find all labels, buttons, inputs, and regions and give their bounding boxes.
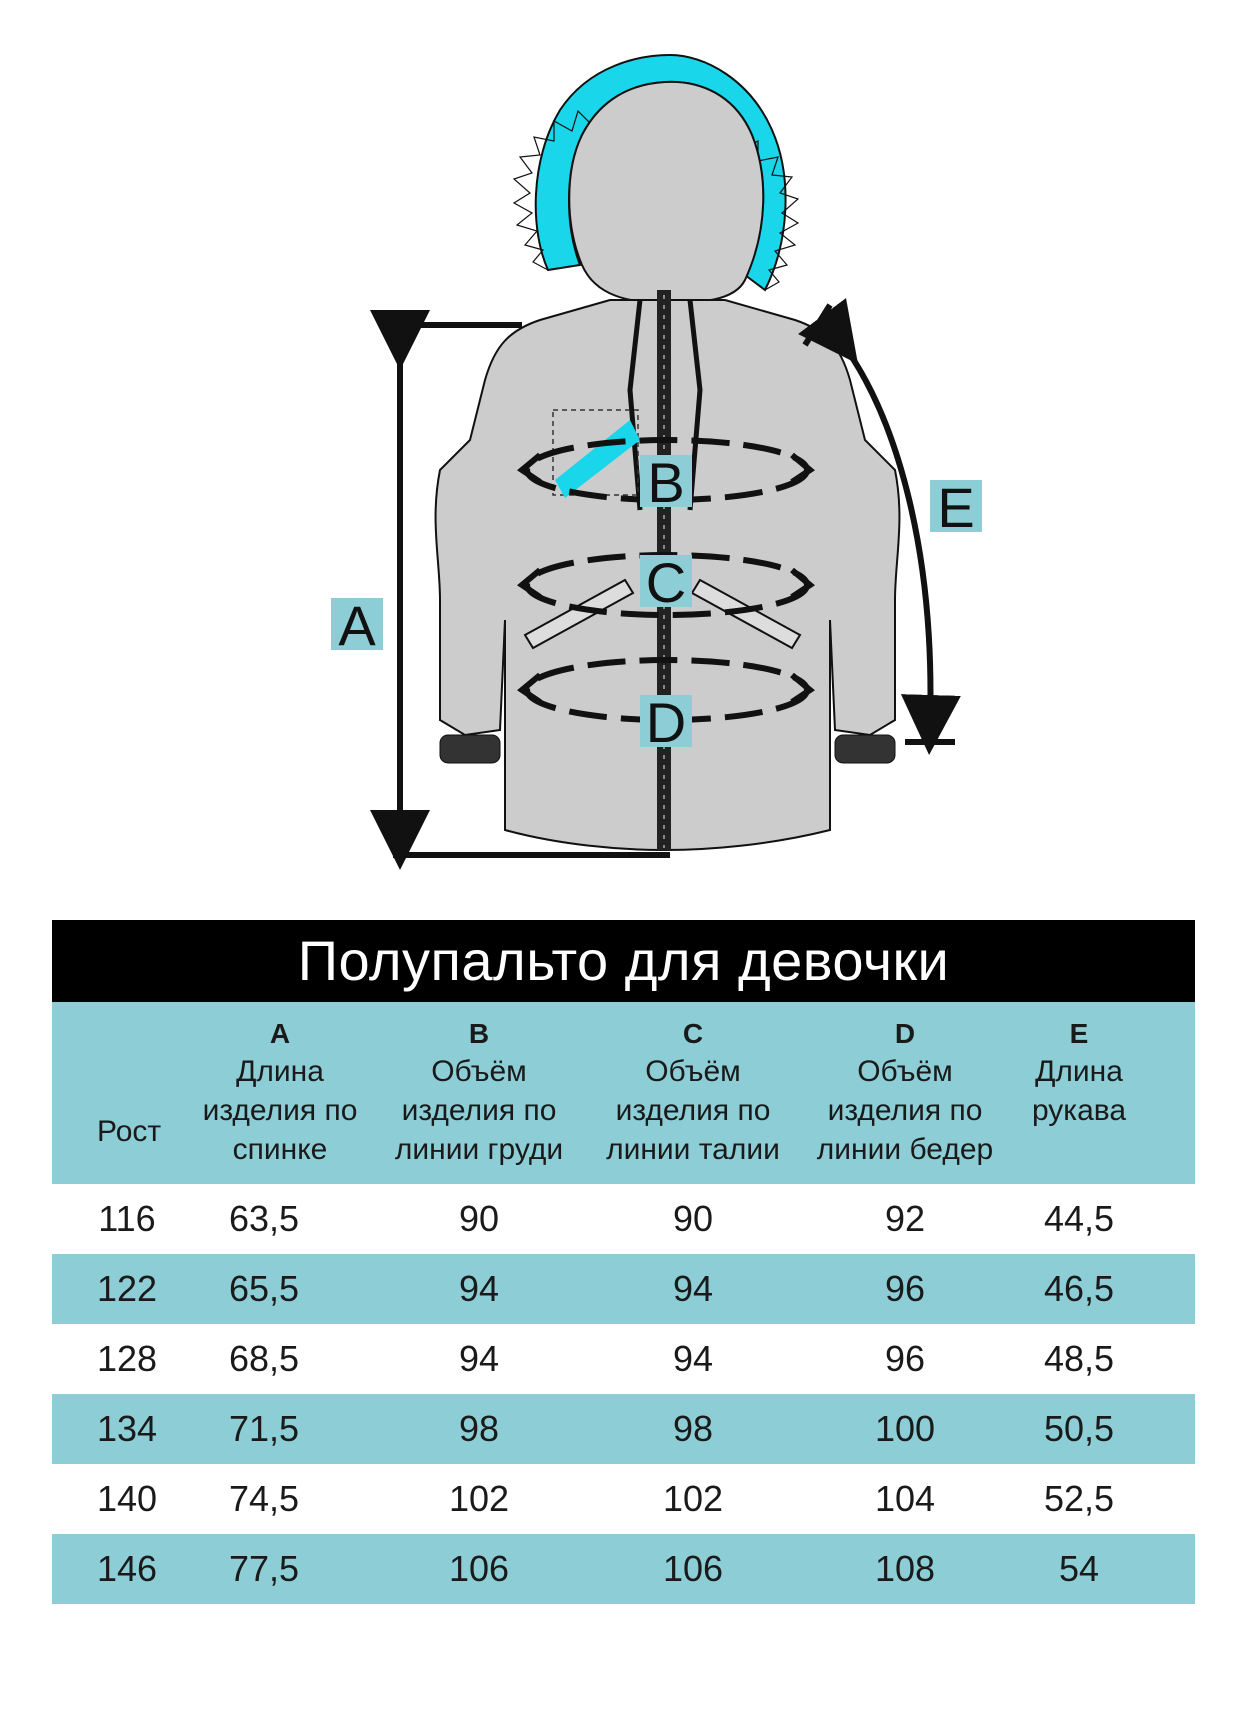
header-letter: D [894, 1018, 916, 1049]
table-cell: 146 [96, 1548, 158, 1589]
header-rost: Рост [97, 1115, 162, 1148]
table-cell: 44,5 [1043, 1198, 1115, 1239]
header-col-d [805, 1016, 1005, 1169]
header-line: Объём [645, 1055, 741, 1088]
header-col-e [1009, 1016, 1149, 1130]
table-row [52, 1254, 1195, 1324]
table-cell: 106 [662, 1548, 724, 1589]
left-cuff [440, 735, 500, 763]
header-line: изделия по [615, 1094, 771, 1127]
table-cell: 128 [96, 1338, 158, 1379]
header-letter: A [269, 1018, 291, 1049]
table-row [52, 1324, 1195, 1394]
table-cell: 102 [662, 1478, 724, 1519]
table-cell: 104 [874, 1478, 936, 1519]
table-title: Полупальто для девочки [52, 920, 1195, 1002]
table-row [52, 1184, 1195, 1254]
table-cell: 92 [884, 1198, 926, 1239]
svg-text:B: B [647, 451, 685, 514]
table-cell: 102 [448, 1478, 510, 1519]
table-cell: 63,5 [228, 1198, 300, 1239]
header-line: Длина [236, 1055, 324, 1088]
table-cell: 68,5 [228, 1338, 300, 1379]
label-e [930, 476, 982, 539]
header-line: Длина [1035, 1055, 1123, 1088]
table-cell: 74,5 [228, 1478, 300, 1519]
table-cell: 122 [96, 1268, 158, 1309]
header-line: линии талии [606, 1133, 780, 1166]
table-cell: 94 [672, 1338, 714, 1379]
label-c [640, 551, 692, 614]
table-cell: 100 [874, 1408, 936, 1449]
table-cell: 96 [884, 1338, 926, 1379]
right-cuff [835, 735, 895, 763]
table-row [52, 1394, 1195, 1464]
header-line: спинке [232, 1133, 328, 1166]
header-line: линии бедер [816, 1133, 994, 1166]
table-cell: 50,5 [1043, 1408, 1115, 1449]
table-cell: 46,5 [1043, 1268, 1115, 1309]
table-cell: 90 [458, 1198, 500, 1239]
table-cell: 65,5 [228, 1268, 300, 1309]
table-header [52, 1002, 1195, 1184]
size-table [52, 920, 1195, 1604]
table-cell: 98 [672, 1408, 714, 1449]
table-cell: 54 [1058, 1548, 1100, 1589]
header-line: изделия по [827, 1094, 983, 1127]
table-cell: 106 [448, 1548, 510, 1589]
table-cell: 94 [672, 1268, 714, 1309]
svg-text:E: E [937, 476, 975, 539]
header-line: изделия по [202, 1094, 358, 1127]
table-row [52, 1464, 1195, 1534]
table-cell: 94 [458, 1338, 500, 1379]
header-line: линии груди [394, 1133, 564, 1166]
hood-inner [569, 82, 763, 302]
header-letter: E [1069, 1018, 1089, 1049]
table-cell: 48,5 [1043, 1338, 1115, 1379]
table-cell: 140 [96, 1478, 158, 1519]
table-cell: 71,5 [228, 1408, 300, 1449]
header-line: рукава [1031, 1094, 1127, 1127]
header-col-c [593, 1016, 793, 1169]
header-line: изделия по [401, 1094, 557, 1127]
header-line: Объём [431, 1055, 527, 1088]
table-row [52, 1534, 1195, 1604]
table-body [52, 1184, 1195, 1604]
table-cell: 134 [96, 1408, 158, 1449]
header-col-b [379, 1016, 579, 1169]
header-letter: C [682, 1018, 704, 1049]
table-cell: 94 [458, 1268, 500, 1309]
table-cell: 108 [874, 1548, 936, 1589]
label-b [640, 451, 692, 514]
table-cell: 96 [884, 1268, 926, 1309]
label-a [331, 594, 383, 657]
header-letter: B [468, 1018, 490, 1049]
header-col-a [190, 1016, 370, 1169]
svg-text:D: D [645, 691, 687, 754]
header-line: Объём [857, 1055, 953, 1088]
table-cell: 77,5 [228, 1548, 300, 1589]
svg-text:C: C [645, 551, 687, 614]
svg-text:A: A [338, 594, 376, 657]
table-cell: 90 [672, 1198, 714, 1239]
label-d [640, 691, 692, 754]
table-cell: 116 [98, 1198, 156, 1239]
table-cell: 98 [458, 1408, 500, 1449]
table-cell: 52,5 [1043, 1478, 1115, 1519]
